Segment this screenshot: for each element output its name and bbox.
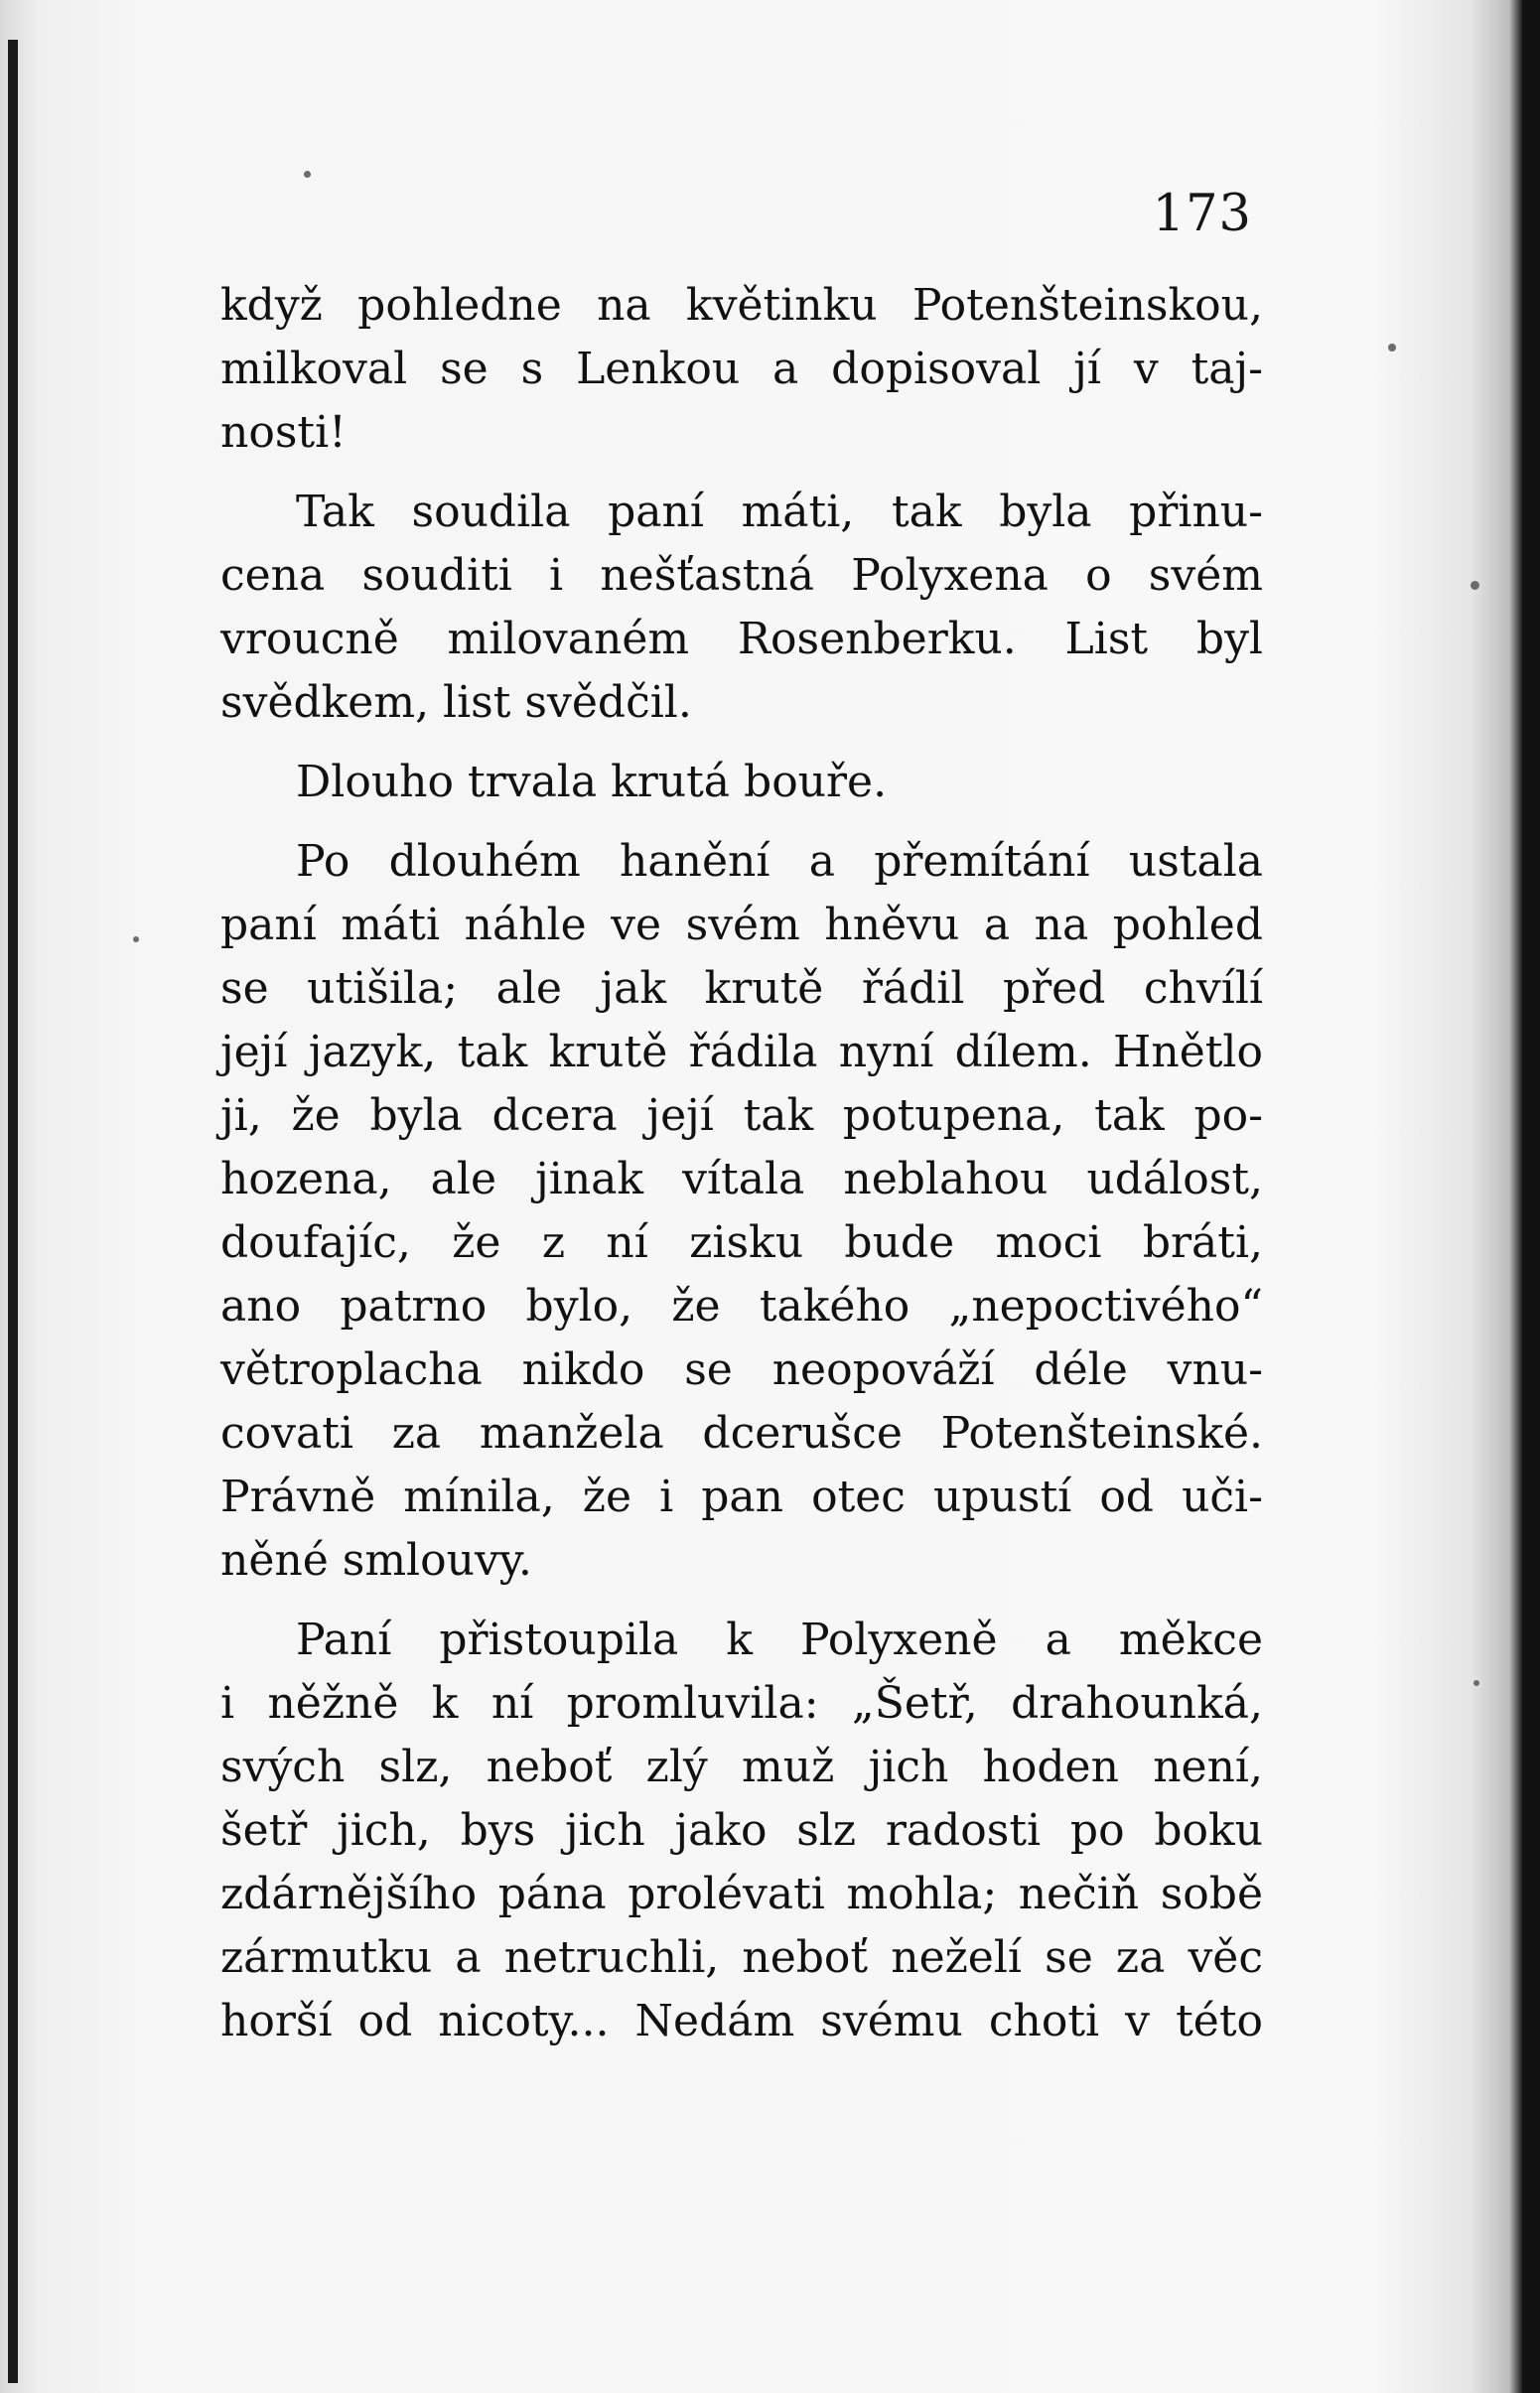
text-line: Po dlouhém hanění a přemítání ustala (296, 836, 1263, 887)
text-line: Tak soudila paní máti, tak byla přinu- (296, 487, 1263, 537)
text-line: větroplacha nikdo se neopováží déle vnu- (220, 1344, 1263, 1395)
text-line: svědkem, list svědčil. (220, 677, 692, 728)
scan-speck (1388, 344, 1396, 352)
text-line: nosti! (220, 407, 347, 458)
scan-speck (304, 171, 311, 178)
text-line: Paní přistoupila k Polyxeně a měkce (296, 1615, 1263, 1665)
text-line: něné smlouvy. (220, 1535, 532, 1586)
page-body-text (220, 274, 1263, 2053)
scan-speck (1473, 1680, 1479, 1686)
text-line: Právně mínila, že i pan otec upustí od uči- (220, 1472, 1263, 1522)
text-line: její jazyk, tak krutě řádila nyní dílem. Hnětlo (220, 1027, 1263, 1077)
text-line: ji, že byla dcera její tak potupena, tak po- (220, 1090, 1263, 1141)
scan-speck (133, 936, 139, 942)
text-line: zdárnějšího pána prolévati mohla; nečiň sobě (220, 1869, 1263, 1919)
text-line: hozena, ale jinak vítala neblahou událost, (220, 1154, 1263, 1204)
text-line: vroucně milovaném Rosenberku. List byl (220, 614, 1263, 664)
text-line: i něžně k ní promluvila: „Šetř, drahounká, (220, 1678, 1263, 1729)
text-line: zármutku a netruchli, neboť neželí se za věc (220, 1932, 1263, 1983)
text-line: se utišila; ale jak krutě řádil před chvílí (220, 963, 1263, 1014)
text-line: ano patrno bylo, že takého „nepoctivého“ (220, 1281, 1263, 1332)
text-line: cena souditi i nešťastná Polyxena o svém (220, 550, 1263, 601)
text-line: milkoval se s Lenkou a dopisoval jí v taj- (220, 344, 1263, 394)
text-line: šetř jich, bys jich jako slz radosti po boku (220, 1805, 1263, 1856)
binding-edge-rule (8, 40, 18, 2383)
text-line: horší od nicoty... Nedám svému choti v této (220, 1996, 1263, 2046)
text-line: paní máti náhle ve svém hněvu a na pohled (220, 900, 1263, 950)
text-line: když pohledne na květinku Potenšteinskou, (220, 280, 1263, 331)
text-line: covati za manžela dcerušce Potenšteinské. (220, 1408, 1263, 1459)
text-line: Dlouho trvala krutá bouře. (296, 757, 888, 807)
scan-speck (1470, 581, 1479, 590)
page-number: 173 (1152, 185, 1252, 243)
text-line: svých slz, neboť zlý muž jich hoden není, (220, 1742, 1263, 1792)
text-line: doufajíc, že z ní zisku bude moci bráti, (220, 1217, 1263, 1268)
